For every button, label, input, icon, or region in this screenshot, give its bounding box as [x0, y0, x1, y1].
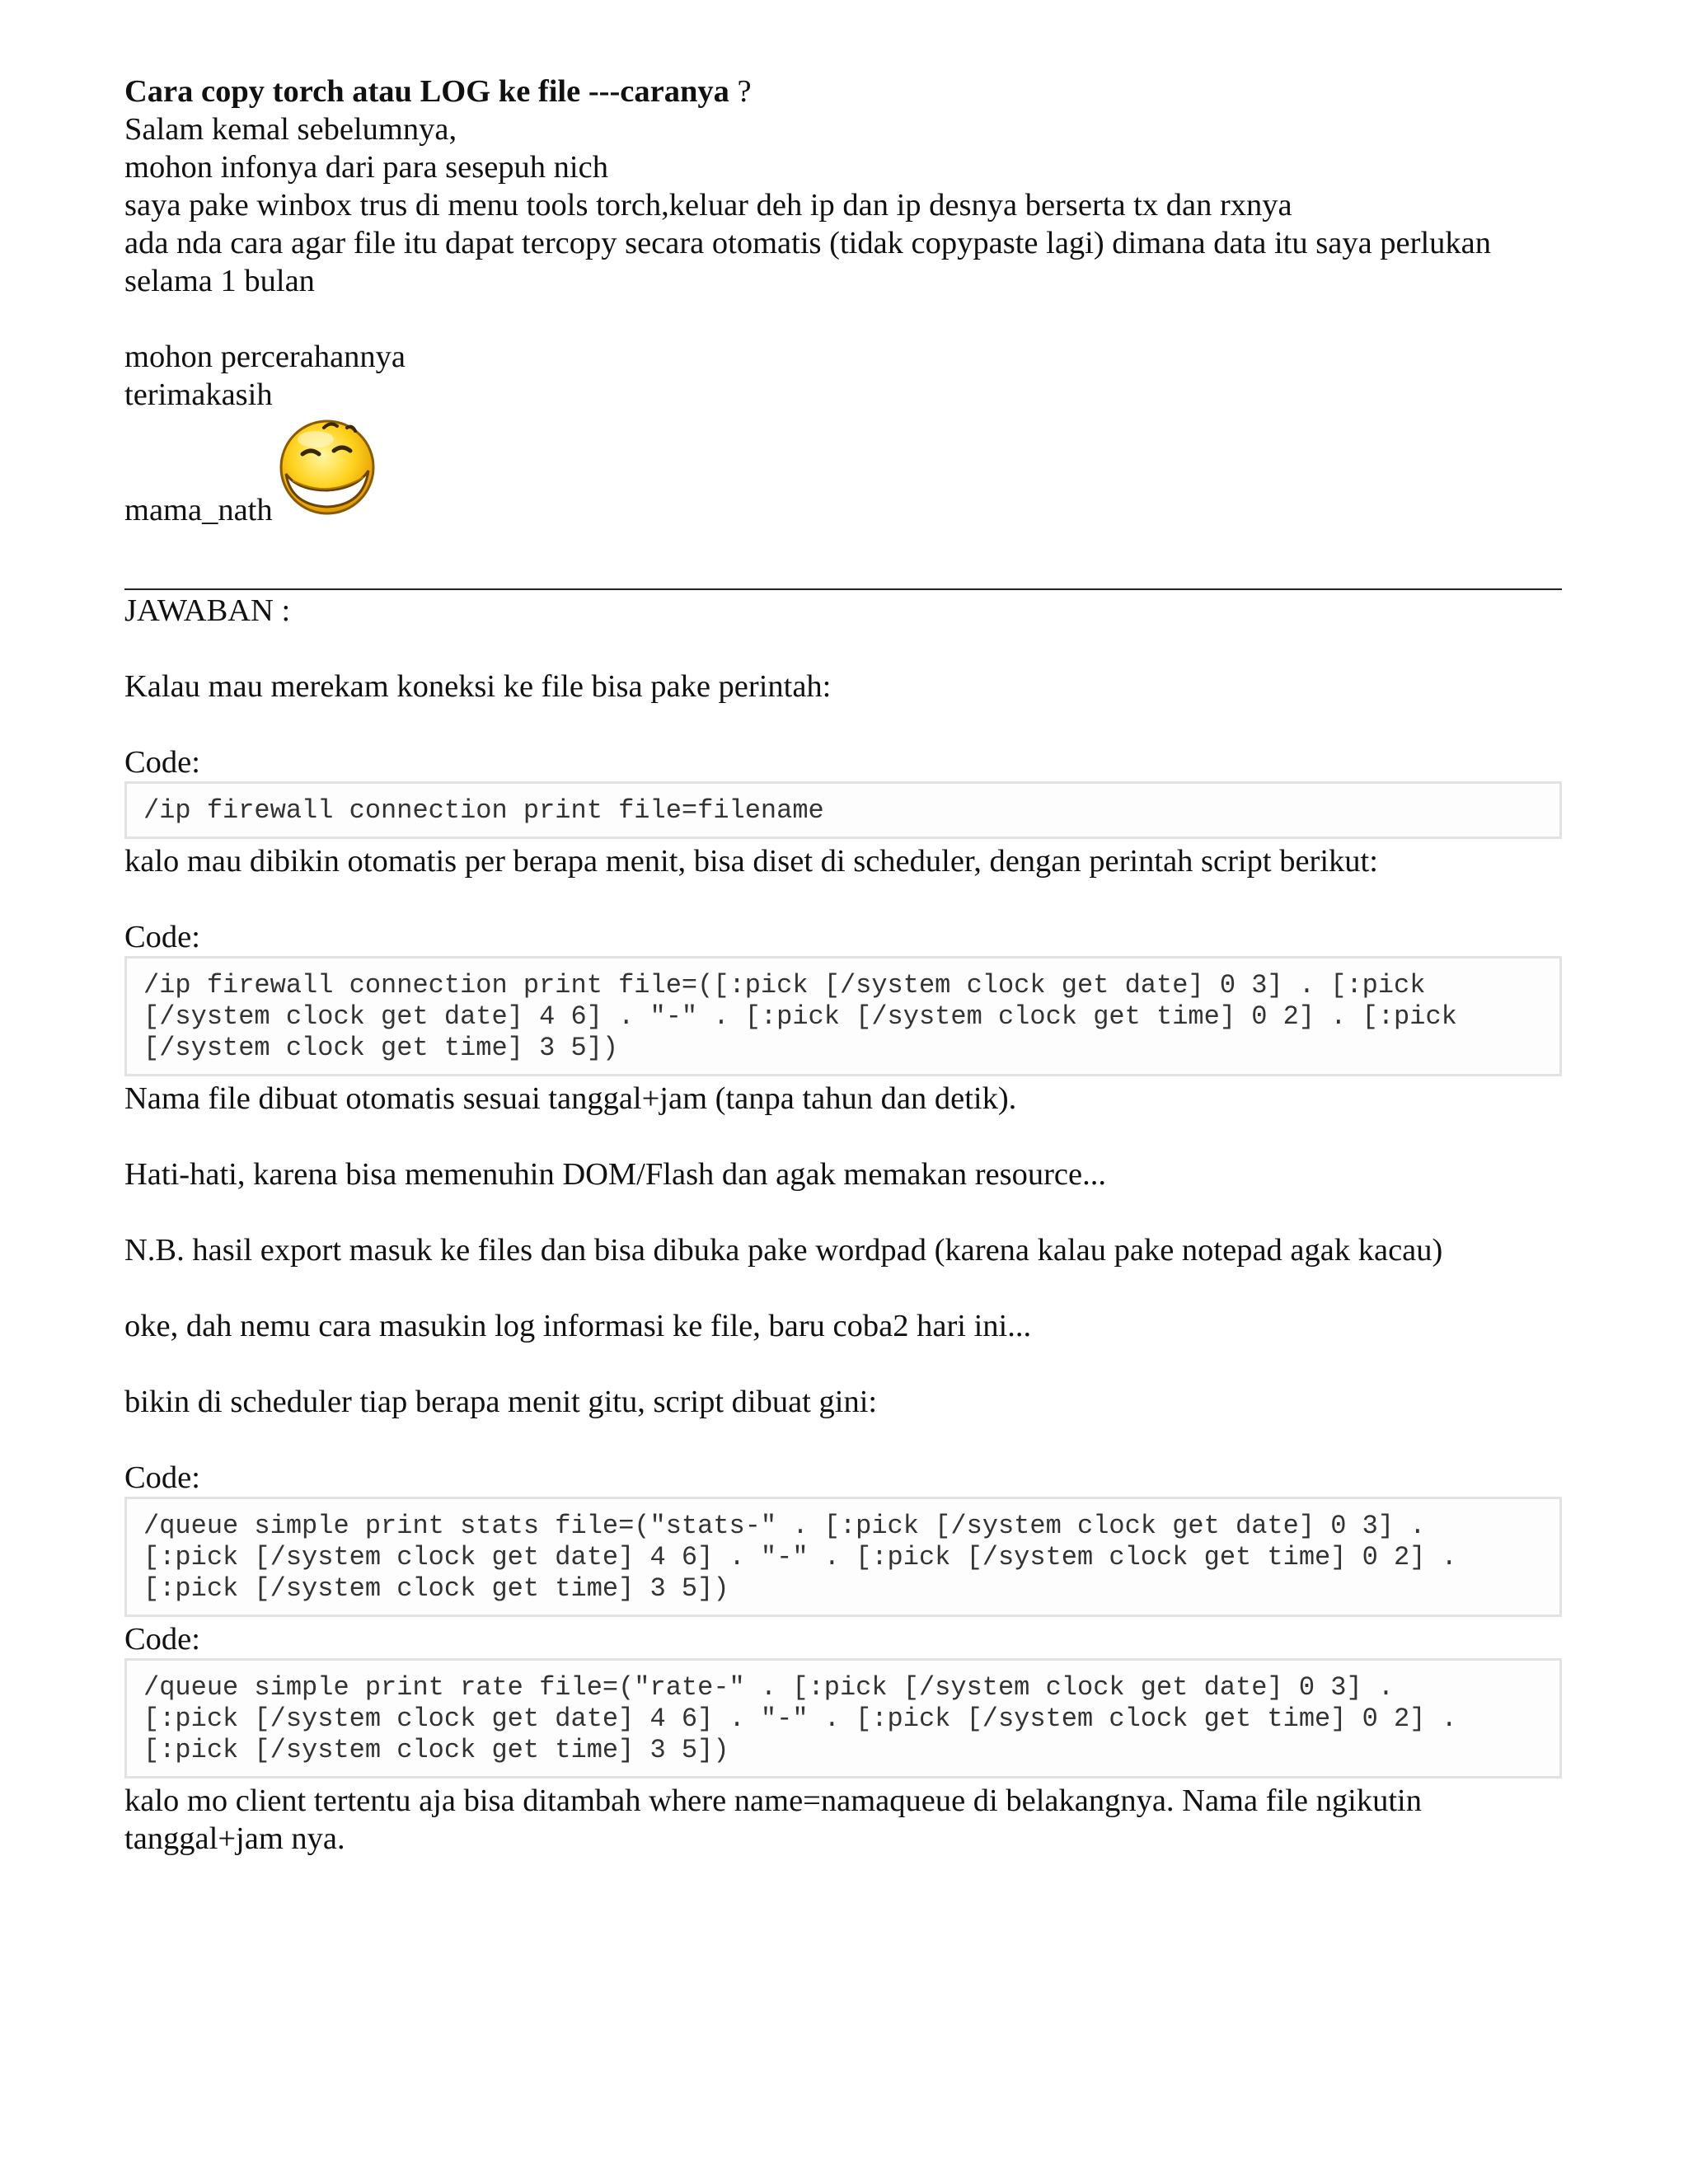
- answer-note: N.B. hasil export masuk ke files dan bisa dibuka pake wordpad (karena kalau pake notepad agak kacau): [124, 1233, 1443, 1268]
- code-block-2[interactable]: /ip firewall connection print file=([:pick [/system clock get date] 0 3] . [:pick [/system clock get date] 4 6] . "-" . [:pick [/system clock get time] 0 2] . [:pick [/system clock get time] 3 5]): [124, 956, 1562, 1076]
- question-title-bold: Cara copy torch atau LOG ke file ---caranya: [124, 74, 729, 109]
- answer-text: kalo mau dibikin otomatis per berapa menit, bisa diset di scheduler, dengan perintah script berikut:: [124, 844, 1378, 879]
- question-line: Salam kemal sebelumnya,: [124, 112, 457, 147]
- code-label: Code:: [124, 920, 200, 954]
- closing-line: terimakasih: [124, 377, 273, 412]
- signature-row: [124, 414, 1562, 529]
- question-line: saya pake winbox trus di menu tools torch,keluar deh ip dan ip desnya berserta tx dan rxnya: [124, 188, 1292, 223]
- answer-outro: kalo mo client tertentu aja bisa ditambah where name=namaqueue di belakangnya. Nama file ngikutin: [124, 1783, 1422, 1818]
- closing-line: mohon percerahannya: [124, 340, 406, 374]
- signature: mama_nath: [124, 493, 273, 527]
- answer-text: oke, dah nemu cara masukin log informasi ke file, baru coba2 hari ini...: [124, 1309, 1032, 1343]
- answer-heading: JAWABAN :: [124, 593, 291, 628]
- code-block-3[interactable]: /queue simple print stats file=("stats-" . [:pick [/system clock get date] 0 3] . [:pick [/system clock get date] 4 6] . "-" . [:pick [/system clock get time] 0 2] . [:pick [/system clock get time] 3 5]): [124, 1497, 1562, 1617]
- question-line: mohon infonya dari para sesepuh nich: [124, 150, 608, 185]
- answer-intro: Kalau mau merekam koneksi ke file bisa pake perintah:: [124, 669, 832, 704]
- code-label: Code:: [124, 1622, 200, 1657]
- answer-outro: tanggal+jam nya.: [124, 1821, 345, 1856]
- question-line: ada nda cara agar file itu dapat tercopy secara otomatis (tidak copypaste lagi) dimana data itu saya perlukan: [124, 226, 1491, 260]
- answer-warning: Hati-hati, karena bisa memenuhin DOM/Flash dan agak memakan resource...: [124, 1157, 1106, 1192]
- code-label: Code:: [124, 1460, 200, 1495]
- question-line: selama 1 bulan: [124, 264, 315, 298]
- code-block-4[interactable]: /queue simple print rate file=("rate-" . [:pick [/system clock get date] 0 3] . [:pick [/system clock get date] 4 6] . "-" . [:pick [/system clock get time] 0 2] . [:pick [/system clock get time] 3 5]): [124, 1658, 1562, 1779]
- smiley-icon: [274, 413, 380, 527]
- question-title: [124, 73, 1562, 110]
- answer-text: bikin di scheduler tiap berapa menit gitu, script dibuat gini:: [124, 1385, 878, 1419]
- question-title-tail: ?: [729, 74, 752, 109]
- code-block-1[interactable]: /ip firewall connection print file=filename: [124, 781, 1562, 839]
- code-label: Code:: [124, 745, 200, 780]
- document-page: [124, 73, 1562, 1858]
- answer-text: Nama file dibuat otomatis sesuai tanggal+jam (tanpa tahun dan detik).: [124, 1081, 1017, 1116]
- section-divider: [124, 588, 1562, 590]
